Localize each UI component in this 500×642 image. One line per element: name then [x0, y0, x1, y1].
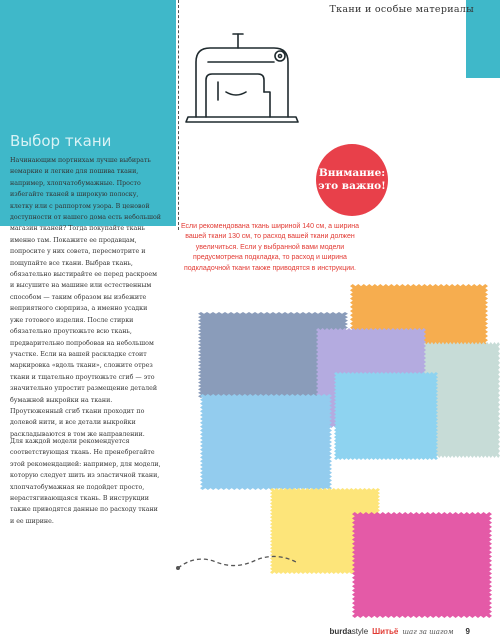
- footer-magazine: Шитьё: [372, 627, 399, 636]
- body-paragraph: Начинающим портнихам лучше выбирать немаркие и легкие для пошива ткани, например, хлопчатобумажные. Просто избегайте тканей в широкую полоску, клетку или с раппортом узора. В ценовой доступности от нашего дома есть небольшой магазин тканей? Тогда покупайте ткань именно там. Покажите ее продавцам, попросите у них совета, пересмотрите и пощупайте все ткани. Выбрав ткань, обязательно выстирайте ее перед раскроем и высушите на машине или естественным способом — таким образом вы избежите неприятного сюрприза, а именно усадки уже готового изделия. После стирки обязательно проутюжьте всю ткань, предварительно попробовав на небольшом участке. Если на вашей раскладке стоит маркировка «вдоль ткани», сложите отрез ткани и тщательно проутюжьте сгиб — это значительно упростит размещение деталей бумажной выкройки на ткани. Проутюженный сгиб ткани проходит по долевой нити, и все детали выкройки раскладываются в том же направлении.: [10, 157, 161, 438]
- page-header-title: Ткани и особые материалы: [329, 4, 474, 15]
- footer-subtitle: шаг за шагом: [402, 628, 454, 636]
- footer-brand: burdastyle: [329, 627, 369, 636]
- page-footer: [329, 627, 470, 636]
- badge-line: это важно!: [318, 180, 386, 192]
- sewing-machine-icon: [178, 22, 308, 132]
- fabric-swatch-pink: [352, 512, 492, 618]
- fabric-swatch-blue: [334, 372, 438, 460]
- section-title: Выбор ткани: [10, 132, 112, 150]
- attention-badge: [316, 144, 388, 216]
- body-paragraph: Для каждой модели рекомендуется соответствующая ткань. Не пренебрегайте этой рекомендацией: например, для модели, которую следует шить из эластичной ткани, хлопчатобумажная не подойдет просто, нерастягивающаяся ткань. В инструкции также приводятся данные по расходу ткани и ее ширине.: [10, 438, 161, 525]
- important-note: Если рекомендована ткань шириной 140 см, а ширина вашей ткани 130 см, то расход вашей ткани должен увеличиться. Если у выбранной вами модели предусмотрена подкладка, то расход и ширина подкладочной ткани также приводятся в инструкции.: [180, 223, 360, 272]
- page-number: 9: [465, 627, 470, 636]
- fabric-swatch-sky: [200, 394, 332, 490]
- stitch-line-decoration: [176, 548, 316, 578]
- badge-line: Внимание:: [318, 167, 386, 179]
